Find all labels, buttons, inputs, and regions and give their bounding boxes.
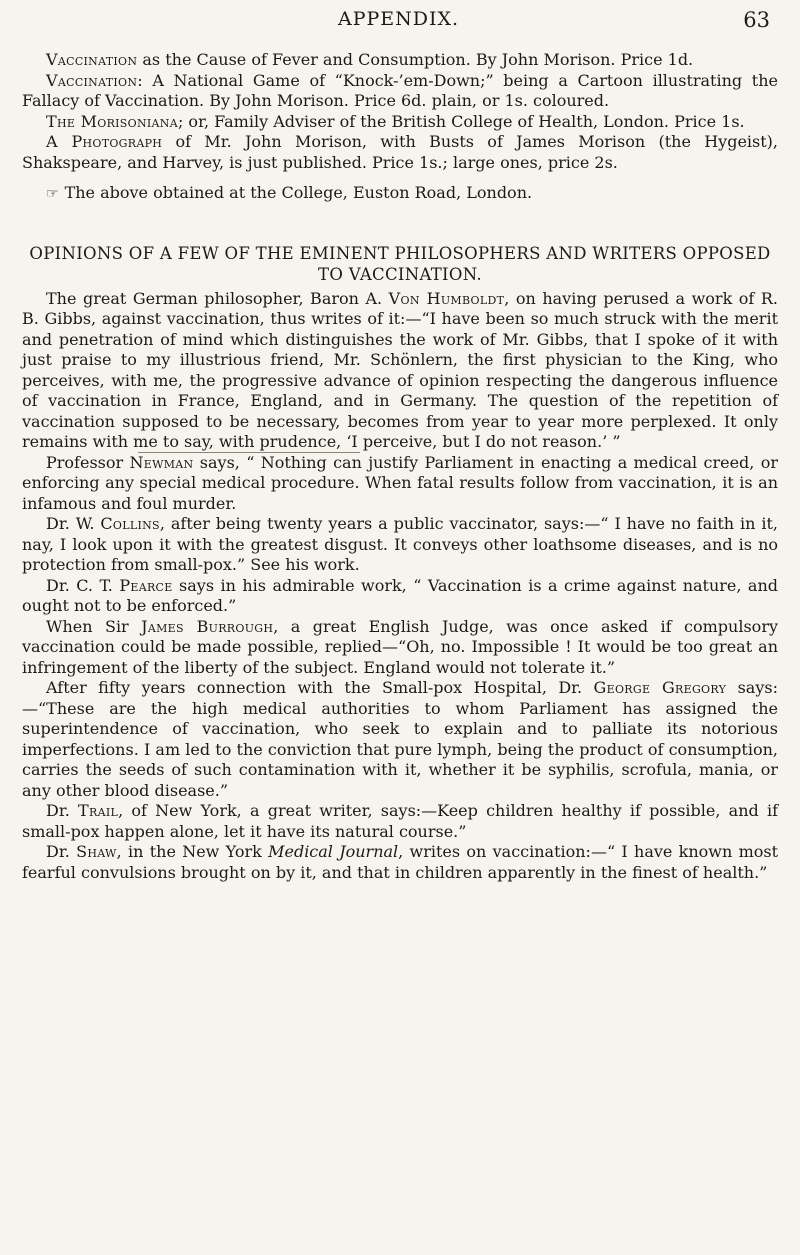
ad-vaccination-game: [22, 71, 778, 112]
notice: [22, 183, 778, 205]
ad-text: : A National Game of “Knock-’em-Down;” being a Cartoon illustrating the Fallacy of Vaccination. By John Morison. Price 6d. plain, or 1s. coloured.: [22, 70, 778, 110]
ad-text: ; or, Family Adviser of the British College of Health, London. Price 1s.: [177, 111, 745, 131]
text: , of New York, a great writer, says:—Keep children healthy if possible, and if small-pox happen alone, let it have its natural course.”: [22, 801, 779, 841]
text: Dr.: [46, 801, 79, 820]
pointing-hand-icon: ☞: [46, 186, 59, 202]
paragraph-trail: [22, 801, 778, 842]
text: The great German philosopher, Baron A.: [46, 288, 389, 308]
person-name: Newman: [129, 452, 194, 472]
ad-title: Vaccination: [46, 70, 138, 90]
text: After fifty years connection with the Small-pox Hospital, Dr.: [46, 678, 594, 697]
person-name: Von Humboldt: [388, 288, 505, 308]
ad-title: A Photograph: [46, 132, 163, 151]
section-heading: OPINIONS OF A FEW OF THE EMINENT PHILOSOPHERS AND WRITERS OPPOSED TO VACCINATION.: [29, 243, 771, 284]
paragraph-shaw: [22, 842, 778, 883]
ad-vaccination-fever: [22, 50, 778, 71]
text: , writes on vaccination:—“ I have known most fearful convulsions brought on by it, and that in children apparently in the finest of health.”: [22, 842, 779, 882]
running-head: APPENDIX.: [338, 8, 460, 30]
person-name: Collins: [100, 514, 160, 533]
text: says:—“These are the high medical authorities to whom Parliament has assigned the superintendence of vaccination, who seek to explain and to palliate its notorious imperfections. I am led to the conviction that pure lymph, being the product of consumption, carries the seeds of such contamination with it, whether it be syphilis, scrofula, mania, or any other blood disease.”: [22, 678, 778, 800]
text: says in his admirable work, “ Vaccination is a crime against nature, and ought not to be enforced.”: [22, 575, 779, 615]
person-name: George Gregory: [593, 678, 727, 697]
paragraph-burrough: [22, 617, 778, 679]
ad-title: The Morisoniana: [46, 111, 178, 131]
text: Professor: [46, 452, 130, 472]
text: , after being twenty years a public vaccinator, says:—“ I have no faith in it, nay, I look upon it with the greatest disgust. It conveys other loathsome diseases, and is no protection from small-pox.” See his work.: [22, 514, 778, 574]
person-name: Shaw: [76, 842, 117, 861]
notice-text: The above obtained at the College, Euston Road, London.: [64, 183, 533, 202]
person-name: Pearce: [119, 575, 173, 595]
book-page: [22, 0, 792, 1255]
page-body: [22, 50, 778, 883]
ad-text: of Mr. John Morison, with Busts of James Morison (the Hygeist), Shakspeare, and Harvey, is just published. Price 1s.; large ones, price 2s.: [22, 132, 779, 172]
ad-text: as the Cause of Fever and Consumption. By John Morison. Price 1d.: [137, 50, 694, 69]
text: When Sir: [46, 616, 142, 636]
journal-title: Medical Journal: [268, 842, 399, 861]
text: Dr. W.: [46, 514, 101, 533]
divider-rule: [138, 452, 360, 453]
person-name: Trail: [78, 801, 119, 820]
ad-photograph: [22, 132, 778, 173]
text: , a great English Judge, was once asked if compulsory vaccination could be made possible, replied—“Oh, no. Impossible ! It would be too great an infringement of the liberty of the subject. England would not tolerate it.”: [22, 616, 778, 677]
text: Dr. C. T.: [46, 575, 120, 595]
text: says, “ Nothing can justify Parliament in enacting a medical creed, or enforcing any special medical procedure. When fatal results follow from vaccination, it is an infamous and foul murder.: [22, 452, 778, 513]
paragraph-gregory: [22, 678, 778, 801]
text: , on having perused a work of R. B. Gibbs, against vaccination, thus writes of it:—“I have been so much struck with the merit and penetration of mind which distinguishes the work of Mr. Gibbs, that I spoke of it with just praise to my illustrious friend, Mr. Schönlern, the first physician to the King, who perceives, with me, the progressive advance of opinion respecting the dangerous influence of vaccination in France, England, and in Germany. The question of the repetition of vaccination supposed to be necessary, becomes from year to year more perplexed. It only remains with me to say, with prudence, ‘I perceive, but I do not reason.’ ”: [22, 288, 779, 451]
ad-title: Vaccination: [46, 50, 138, 69]
paragraph-pearce: [22, 576, 778, 617]
page-number: 63: [743, 8, 770, 32]
paragraph-newman: [22, 453, 778, 515]
page-header: [22, 8, 792, 48]
text: Dr.: [46, 842, 77, 861]
paragraph-humboldt: [22, 289, 778, 453]
ad-morisoniana: [22, 112, 778, 133]
text: , in the New York: [116, 842, 269, 861]
paragraph-collins: [22, 514, 778, 576]
person-name: James Burrough: [141, 616, 274, 636]
